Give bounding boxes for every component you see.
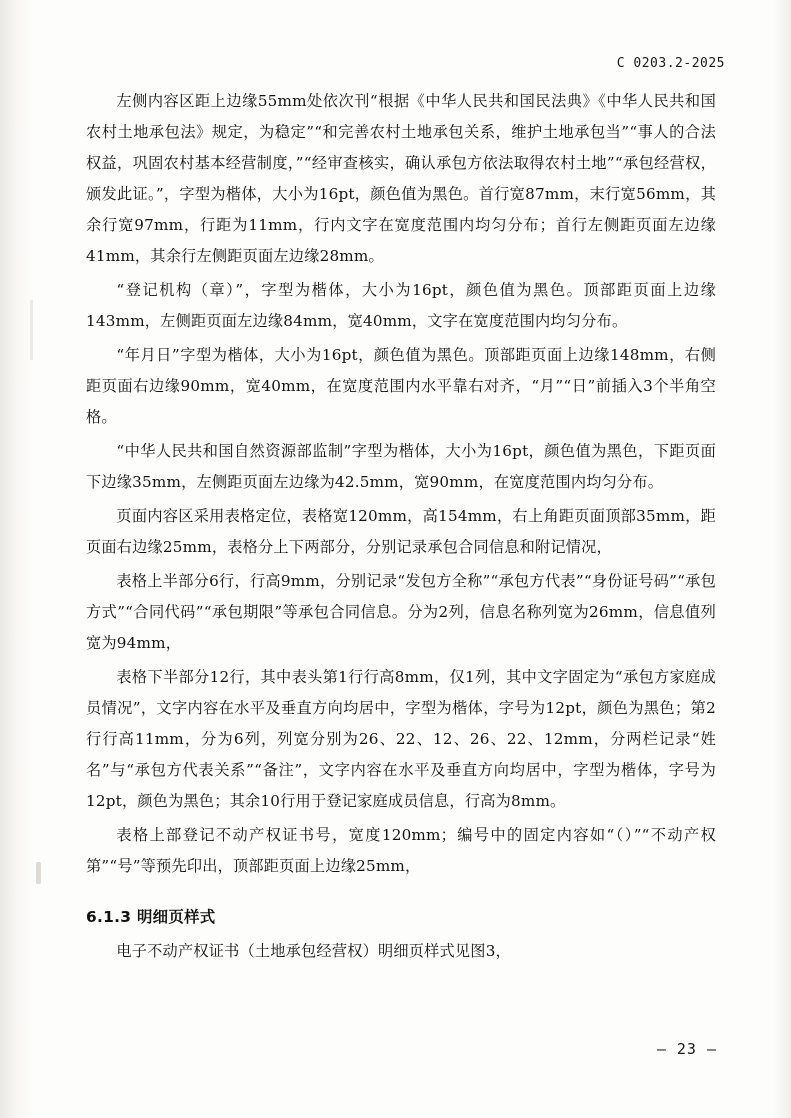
paragraph: 表格下半部分12行，其中表头第1行行高8mm，仅1列，其中文字固定为“承包方家庭成员情况”，文字内容在水平及垂直方向均居中，字型为楷体，字号为12pt，颜色为黑色；第2行行高11mm，分为6列，列宽分别为26、22、12、26、22、12mm，分两栏记录“姓名”与“承包方代表关系”“备注”，文字内容在水平及垂直方向均居中，字型为楷体，字号为12pt，颜色为黑色；其余10行用于登记家庭成员信息，行高为8mm。 <box>86 668 716 810</box>
scan-margin-mark <box>36 862 41 884</box>
page-number: — 23 — <box>656 1040 717 1058</box>
page-header-standard-code: C 0203.2-2025 <box>616 56 725 71</box>
paragraph: 电子不动产权证书（土地承包经营权）明细页样式见图3， <box>116 942 511 960</box>
paragraph: “中华人民共和国自然资源部监制”字型为楷体，大小为16pt，颜色值为黑色，下距页面下边缘35mm，左侧距页面左边缘为42.5mm，宽90mm，在宽度范围内均匀分布。 <box>86 442 716 491</box>
paragraph: 左侧内容区距上边缘55mm处依次刊“根据《中华人民共和国民法典》《中华人民共和国农村土地承包法》规定，为稳定”“和完善农村土地承包关系，维护土地承包当”“事人的合法权益，巩固农村基本经营制度，”“经审查核实，确认承包方依法取得农村土地”“承包经营权，颁发此证。”，字型为楷体，大小为16pt，颜色值为黑色。首行宽87mm，末行宽56mm，其余行宽97mm，行距为11mm，行内文字在宽度范围内均匀分布；首行左侧距页面左边缘41mm，其余行左侧距页面左边缘28mm。 <box>86 92 716 265</box>
section-heading: 6.1.3 明细页样式 <box>86 908 216 926</box>
paragraph: “登记机构（章）”，字型为楷体，大小为16pt，颜色值为黑色。顶部距页面上边缘143mm，左侧距页面左边缘84mm，宽40mm，文字在宽度范围内均匀分布。 <box>86 281 716 330</box>
paragraph: 页面内容区采用表格定位，表格宽120mm，高154mm，右上角距页面顶部35mm，距页面右边缘25mm，表格分上下两部分，分别记录承包合同信息和附记情况， <box>86 507 716 556</box>
paragraph: 表格上半部分6行，行高9mm，分别记录“发包方全称”“承包方代表”“身份证号码”“承包方式”“合同代码”“承包期限”等承包合同信息。分为2列，信息名称列宽为26mm，信息值列宽为94mm， <box>86 572 716 652</box>
document-body <box>86 86 716 970</box>
paragraph: “年月日”字型为楷体，大小为16pt，颜色值为黑色。顶部距页面上边缘148mm，右侧距页面右边缘90mm，宽40mm，在宽度范围内水平靠右对齐，“月”“日”前插入3个半角空格。 <box>86 346 716 426</box>
paragraph: 表格上部登记不动产权证书号，宽度120mm；编号中的固定内容如“（）”“不动产权第”“号”等预先印出，顶部距页面上边缘25mm， <box>86 826 716 875</box>
scan-edge-artifact <box>30 300 33 360</box>
